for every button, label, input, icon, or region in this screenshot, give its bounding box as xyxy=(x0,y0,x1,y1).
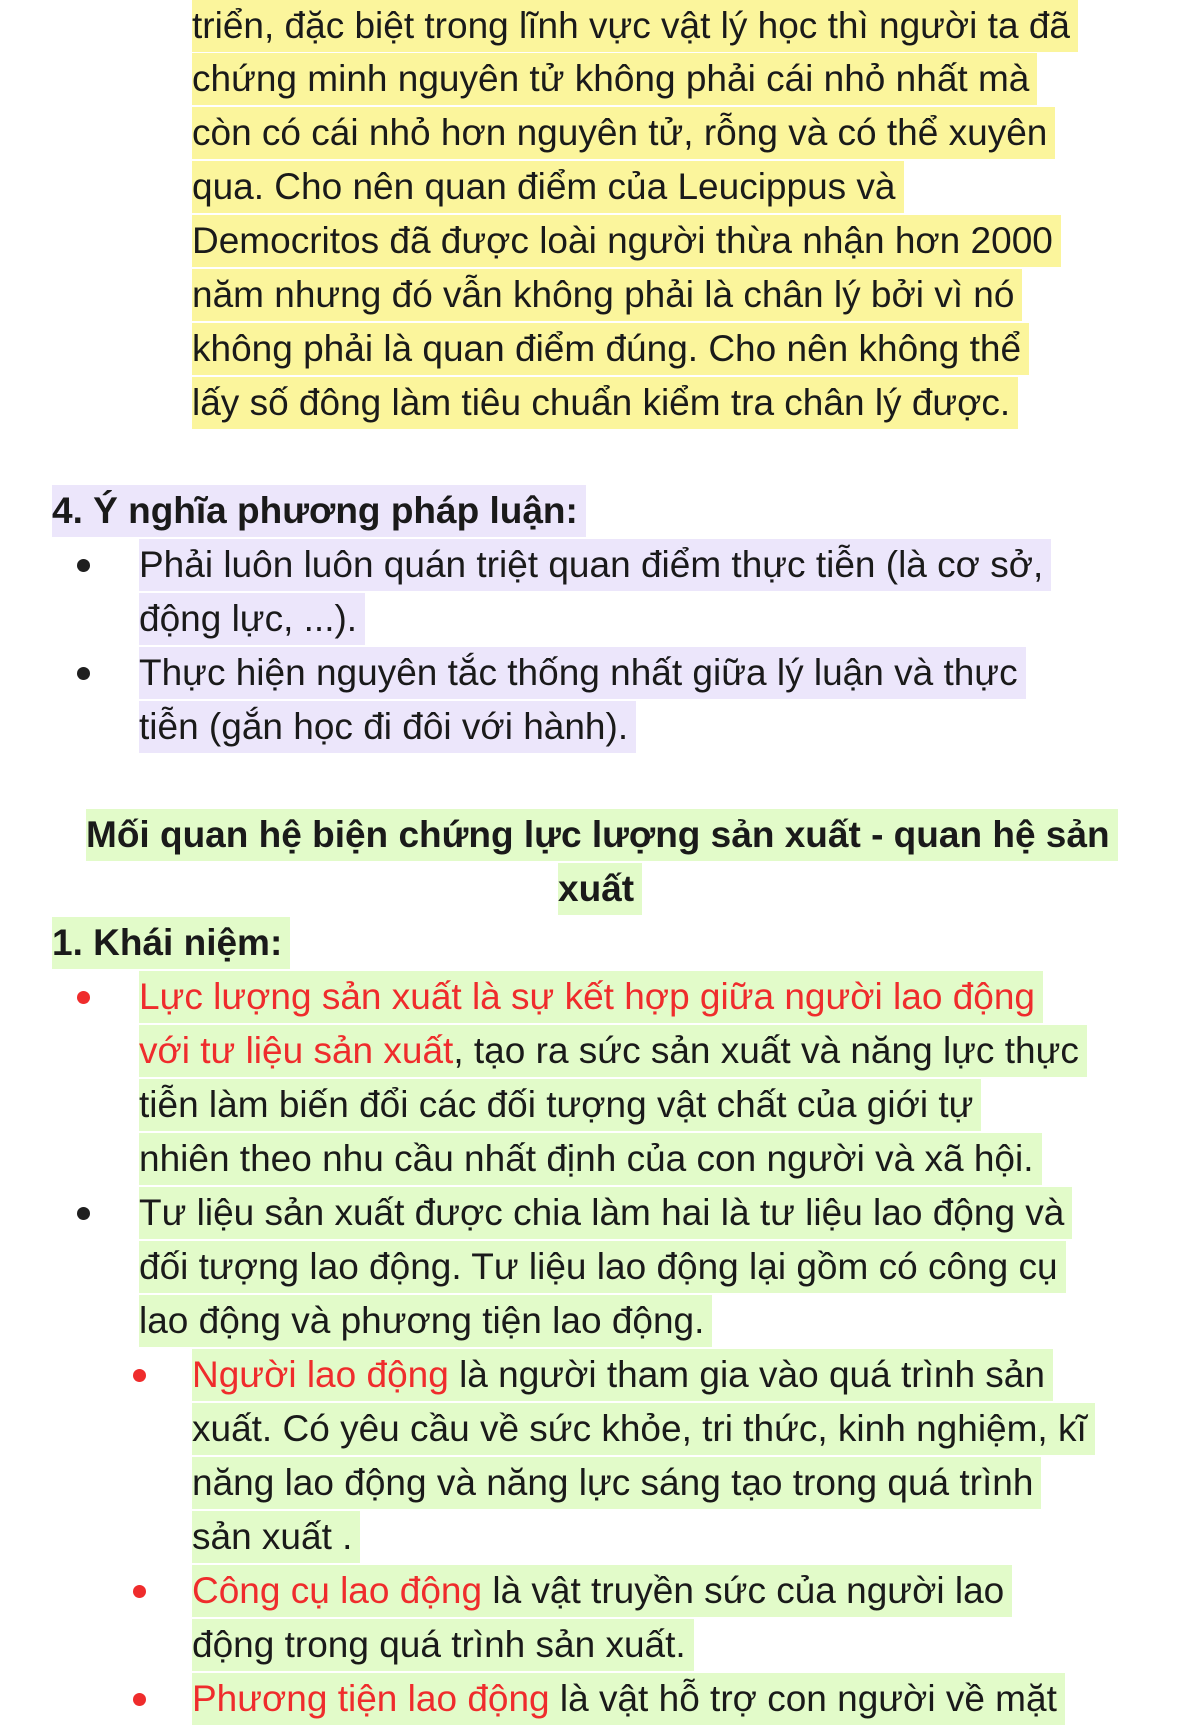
bullet-icon xyxy=(77,1207,90,1220)
paragraph-line: lấy số đông làm tiêu chuẩn kiểm tra chân lý được. xyxy=(192,377,1018,429)
sub-list-item-line xyxy=(192,1673,1065,1725)
paragraph-line: không phải là quan điểm đúng. Cho nên không thể xyxy=(192,323,1029,375)
paragraph-line: chứng minh nguyên tử không phải cái nhỏ nhất mà xyxy=(192,53,1037,105)
list-item-text: là vật hỗ trợ con người về mặt xyxy=(549,1678,1057,1719)
list-item-line xyxy=(139,971,1043,1023)
topic-title-line: Mối quan hệ biện chứng lực lượng sản xuất - quan hệ sản xyxy=(86,809,1118,861)
sub-list-item-line: xuất. Có yêu cầu về sức khỏe, tri thức, kinh nghiệm, kĩ xyxy=(192,1403,1095,1455)
paragraph-line: Democritos đã được loài người thừa nhận hơn 2000 xyxy=(192,215,1061,267)
sub-list-item-line xyxy=(192,1565,1012,1617)
sub-list-item-line xyxy=(192,1349,1053,1401)
list-item-text: là người tham gia vào quá trình sản xyxy=(448,1354,1045,1395)
bullet-icon xyxy=(77,991,90,1004)
bullet-icon xyxy=(133,1585,146,1598)
sub-list-item-line: sản xuất . xyxy=(192,1511,360,1563)
list-item-line: Phải luôn luôn quán triệt quan điểm thực tiễn (là cơ sở, xyxy=(139,539,1051,591)
list-item-line: tiễn (gắn học đi đôi với hành). xyxy=(139,701,636,753)
paragraph-line: còn có cái nhỏ hơn nguyên tử, rỗng và có thể xuyên xyxy=(192,107,1055,159)
key-term: Công cụ lao động xyxy=(192,1570,483,1611)
list-item-line xyxy=(139,1025,1087,1077)
key-term: Người lao động xyxy=(192,1354,449,1395)
sub-list-item-line: năng lao động và năng lực sáng tạo trong quá trình xyxy=(192,1457,1041,1509)
sub-list-item-line: động trong quá trình sản xuất. xyxy=(192,1619,694,1671)
bullet-icon xyxy=(77,667,90,680)
key-term: với tư liệu sản xuất xyxy=(139,1030,454,1071)
bullet-icon xyxy=(133,1369,146,1382)
list-item-text: là vật truyền sức của người lao xyxy=(482,1570,1005,1611)
list-item-text: , tạo ra sức sản xuất và năng lực thực xyxy=(453,1030,1079,1071)
paragraph-line: qua. Cho nên quan điểm của Leucippus và xyxy=(192,161,904,213)
list-item-line: lao động và phương tiện lao động. xyxy=(139,1295,712,1347)
list-item-line: tiễn làm biến đổi các đối tượng vật chất của giới tự xyxy=(139,1079,981,1131)
paragraph-line: triển, đặc biệt trong lĩnh vực vật lý học thì người ta đã xyxy=(192,0,1078,52)
list-item-line: đối tượng lao động. Tư liệu lao động lại gồm có công cụ xyxy=(139,1241,1066,1293)
paragraph-line: năm nhưng đó vẫn không phải là chân lý bởi vì nó xyxy=(192,269,1022,321)
bullet-icon xyxy=(77,559,90,572)
key-term: Phương tiện lao động xyxy=(192,1678,550,1719)
list-item-line: nhiên theo nhu cầu nhất định của con người và xã hội. xyxy=(139,1133,1042,1185)
concept-heading: 1. Khái niệm: xyxy=(52,917,290,969)
list-item-line: Tư liệu sản xuất được chia làm hai là tư liệu lao động và xyxy=(139,1187,1072,1239)
topic-title-line: xuất xyxy=(558,863,642,915)
list-item-line: Thực hiện nguyên tắc thống nhất giữa lý luận và thực xyxy=(139,647,1026,699)
list-item-line: động lực, ...). xyxy=(139,593,365,645)
section-heading: 4. Ý nghĩa phương pháp luận: xyxy=(52,485,586,537)
key-term: Lực lượng sản xuất là sự kết hợp giữa người lao động xyxy=(139,976,1036,1017)
bullet-icon xyxy=(133,1693,146,1706)
